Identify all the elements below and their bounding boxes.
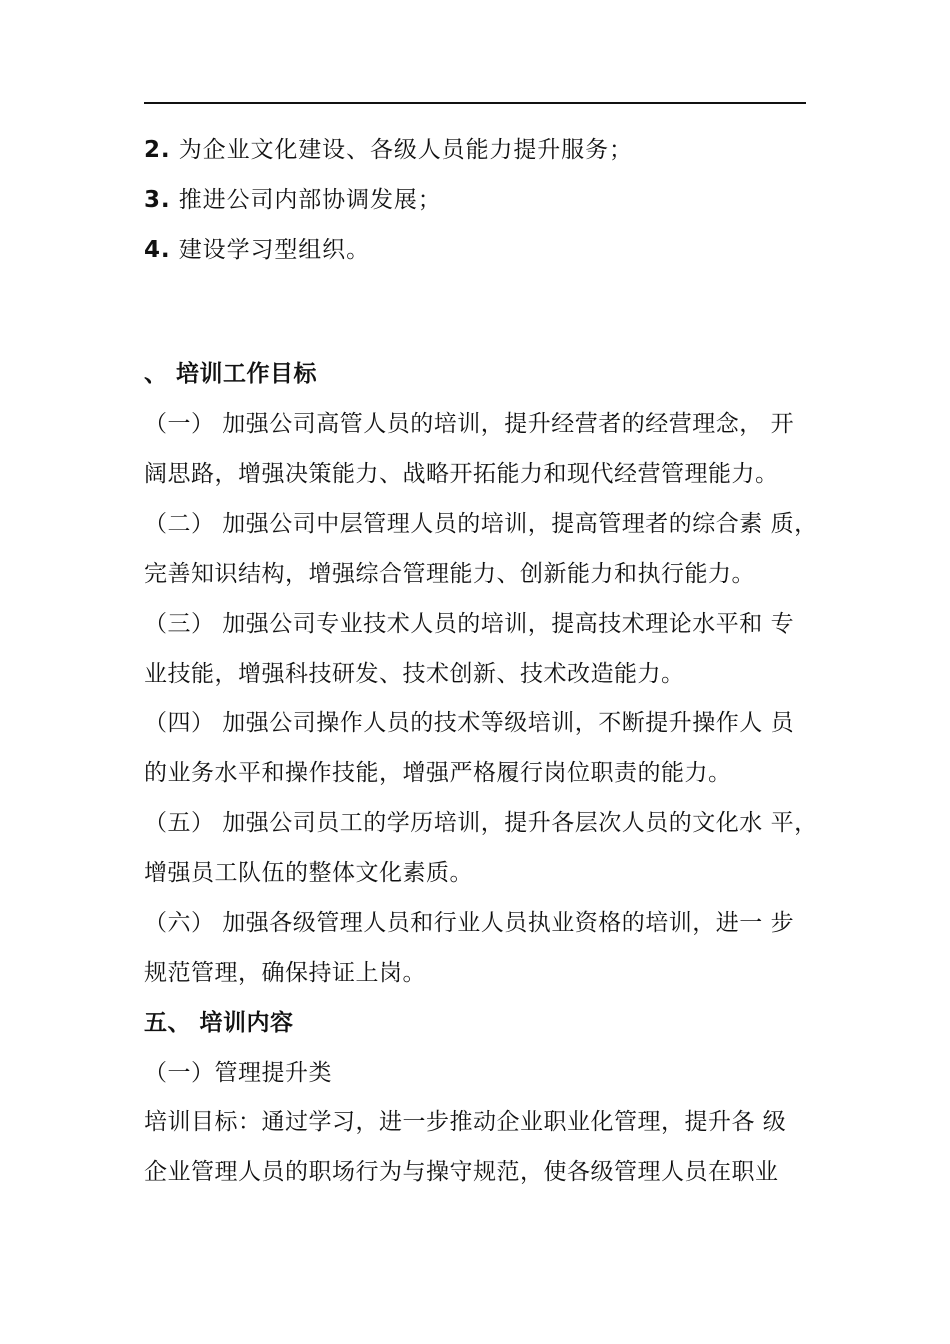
- list-item-4: [144, 235, 370, 265]
- section5-heading: 五、 培训内容: [144, 1010, 294, 1036]
- paragraph-line: （五） 加强公司员工的学历培训，提升各层次人员的文化水 平，: [144, 810, 818, 836]
- list-item-2: [144, 135, 633, 165]
- list-number: 3.: [144, 187, 171, 213]
- paragraph-line: 完善知识结构，增强综合管理能力、创新能力和执行能力。: [144, 561, 755, 587]
- paragraph-line: 企业管理人员的职场行为与操守规范，使各级管理人员在职业: [144, 1159, 779, 1185]
- paragraph-line: 业技能，增强科技研发、技术创新、技术改造能力。: [144, 661, 685, 687]
- list-text: 为企业文化建设、各级人员能力提升服务；: [178, 137, 633, 163]
- paragraph-line: （二） 加强公司中层管理人员的培训，提高管理者的综合素 质，: [144, 511, 818, 537]
- paragraph-line: （四） 加强公司操作人员的技术等级培训，不断提升操作人 员: [144, 710, 795, 736]
- paragraph-line: （一） 加强公司高管人员的培训，提升经营者的经营理念， 开: [144, 411, 795, 437]
- section5-subheading: （一）管理提升类: [144, 1060, 332, 1086]
- list-text: 建设学习型组织。: [178, 237, 370, 263]
- paragraph-line: 的业务水平和操作技能，增强严格履行岗位职责的能力。: [144, 760, 732, 786]
- list-number: 2.: [144, 137, 171, 163]
- paragraph-line: （六） 加强各级管理人员和行业人员执业资格的培训，进一 步: [144, 910, 795, 936]
- paragraph-line: 增强员工队伍的整体文化素质。: [144, 860, 473, 886]
- paragraph-line: （三） 加强公司专业技术人员的培训，提高技术理论水平和 专: [144, 611, 795, 637]
- list-item-3: [144, 185, 442, 215]
- paragraph-line: 培训目标：通过学习，进一步推动企业职业化管理，提升各 级: [144, 1109, 787, 1135]
- paragraph-line: 阔思路，增强决策能力、战略开拓能力和现代经营管理能力。: [144, 461, 779, 487]
- list-number: 4.: [144, 237, 171, 263]
- header-rule: [144, 102, 806, 104]
- section4-heading: 、 培训工作目标: [144, 361, 318, 387]
- paragraph-line: 规范管理，确保持证上岗。: [144, 960, 426, 986]
- list-text: 推进公司内部协调发展；: [178, 187, 442, 213]
